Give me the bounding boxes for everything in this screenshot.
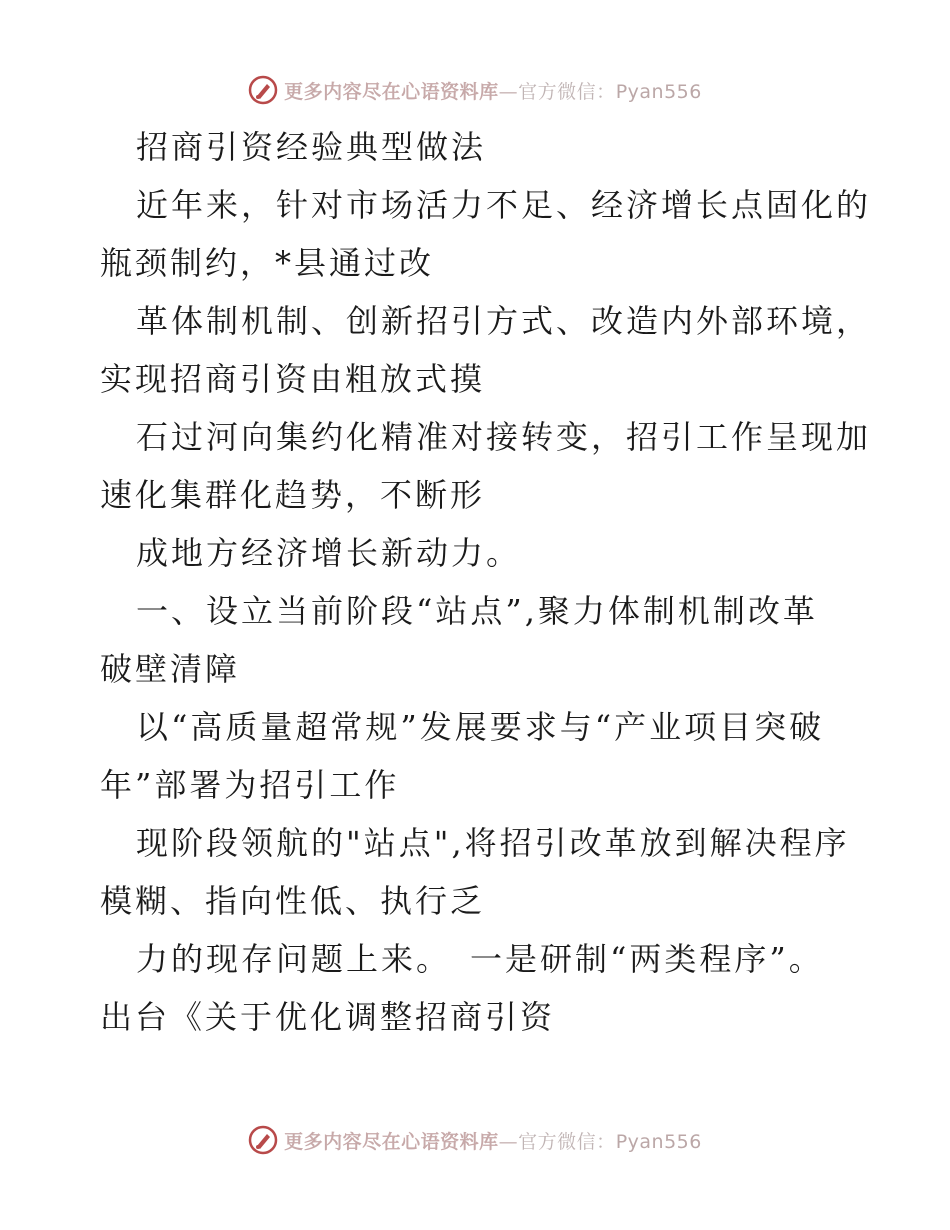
header-banner-id: Pyan556 xyxy=(615,80,702,103)
paragraph-line: 近年来，针对市场活力不足、经济增长点固化的 xyxy=(136,186,872,224)
document-body xyxy=(100,118,872,1046)
paragraph-line: 年”部署为招引工作 xyxy=(100,766,400,804)
footer-banner-tail: 官方微信： xyxy=(518,1130,616,1153)
header-banner xyxy=(0,70,950,110)
paragraph-line: 模糊、指向性低、执行乏 xyxy=(100,882,486,920)
footer-banner-id: Pyan556 xyxy=(615,1130,702,1153)
footer-banner-lead: 更多内容尽在心语资料库 xyxy=(284,1130,499,1153)
header-banner-text xyxy=(284,77,702,104)
header-banner-lead: 更多内容尽在心语资料库 xyxy=(284,80,499,103)
paragraph-line: 以“高质量超常规”发展要求与“产业项目突破 xyxy=(136,708,825,746)
pen-logo-icon xyxy=(248,75,278,105)
document-title: 招商引资经验典型做法 xyxy=(136,128,487,166)
header-banner-tail: 官方微信： xyxy=(518,80,616,103)
paragraph-line: 石过河向集约化精准对接转变，招引工作呈现加 xyxy=(136,418,872,456)
paragraph-line: 速化集群化趋势，不断形 xyxy=(100,476,486,514)
section-heading-line: 一、设立当前阶段“站点”,聚力体制机制改革 xyxy=(136,592,818,630)
header-banner-dash: — xyxy=(498,80,519,103)
paragraph-line: 出台《关于优化调整招商引资 xyxy=(100,998,556,1036)
pen-logo-icon xyxy=(248,1125,278,1155)
footer-banner-text xyxy=(284,1127,702,1154)
paragraph-line: 实现招商引资由粗放式摸 xyxy=(100,360,486,398)
footer-banner xyxy=(0,1120,950,1160)
paragraph-line: 瓶颈制约，*县通过改 xyxy=(100,244,435,282)
paragraph-line: 成地方经济增长新动力。 xyxy=(136,534,522,572)
footer-banner-dash: — xyxy=(498,1130,519,1153)
section-heading-line: 破壁清障 xyxy=(100,650,241,688)
paragraph-line: 革体制机制、创新招引方式、改造内外部环境， xyxy=(136,302,872,340)
paragraph-line: 力的现存问题上来。 一是研制“两类程序”。 xyxy=(136,940,824,978)
paragraph-line: 现阶段领航的"站点",将招引改革放到解决程序 xyxy=(136,824,850,862)
